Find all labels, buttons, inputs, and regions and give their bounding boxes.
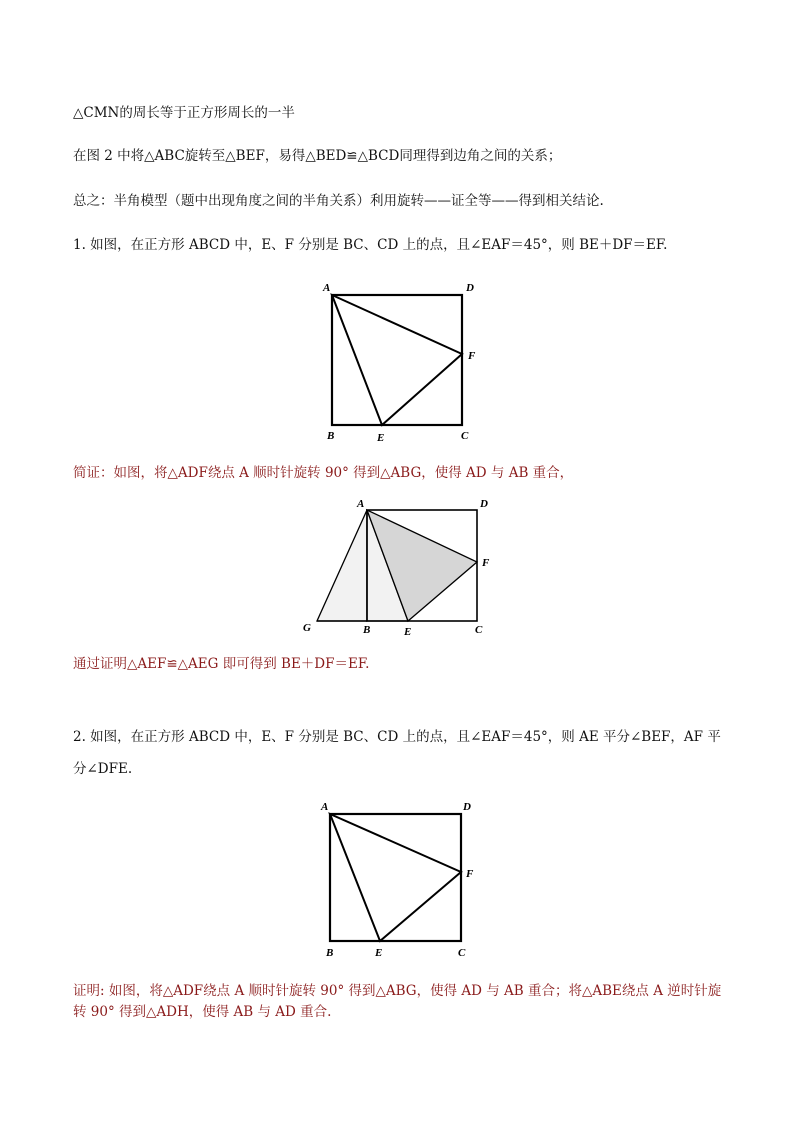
label-f: F — [482, 557, 490, 569]
square-abcd — [332, 295, 462, 425]
figure-3-square-diagram — [318, 797, 488, 965]
label-d: D — [466, 282, 474, 294]
figure-2-rotation-diagram — [296, 494, 496, 642]
text-line-1: △CMN的周长等于正方形周长的一半 — [73, 105, 295, 121]
brief-proof-text: 简证：如图，将△ADF绕点 A 顺时针旋转 90° 得到△ABG，使得 AD 与 AB 重合， — [73, 465, 574, 481]
label-c: C — [461, 430, 469, 442]
label-b: B — [363, 624, 371, 636]
label-a: A — [357, 498, 365, 510]
text-line-3: 总之：半角模型（题中出现角度之间的半角关系）利用旋转——证全等——得到相关结论. — [73, 193, 604, 209]
label-a: A — [321, 801, 329, 813]
label-b: B — [327, 430, 335, 442]
label-d: D — [463, 801, 471, 813]
proof-2-text: 证明: 如图，将△ADF绕点 A 顺时针旋转 90° 得到△ABG，使得 AD 与 AB 重合；将△ABE绕点 A 逆时针旋 — [73, 983, 722, 999]
label-a: A — [323, 282, 331, 294]
label-g: G — [303, 622, 311, 634]
square-abcd — [330, 814, 461, 941]
text-line-2: 在图 2 中将△ABC旋转至△BEF，易得△BED≌△BCD同理得到边角之间的关系； — [73, 148, 562, 164]
problem-2-statement: 2. 如图，在正方形 ABCD 中，E、F 分别是 BC、CD 上的点，且∠EAF＝45°，则 AE 平分∠BEF，AF 平 — [73, 729, 721, 745]
triangle-aef — [330, 814, 461, 941]
label-b: B — [326, 947, 334, 959]
problem-2-statement-cont: 分∠DFE. — [73, 761, 133, 777]
proof-2-text-cont: 转 90° 得到△ADH，使得 AB 与 AD 重合. — [73, 1004, 332, 1020]
label-d: D — [480, 498, 488, 510]
label-f: F — [466, 868, 474, 880]
label-c: C — [458, 947, 466, 959]
problem-1-statement: 1. 如图，在正方形 ABCD 中，E、F 分别是 BC、CD 上的点，且∠EAF＝45°，则 BE＋DF＝EF. — [73, 237, 668, 253]
proof-conclusion-text: 通过证明△AEF≌△AEG 即可得到 BE＋DF＝EF. — [73, 656, 370, 672]
label-c: C — [475, 624, 483, 636]
triangle-aef — [332, 295, 462, 425]
figure-1-square-diagram — [318, 278, 488, 448]
label-e: E — [375, 947, 383, 959]
label-e: E — [377, 432, 385, 444]
label-f: F — [468, 350, 476, 362]
label-e: E — [404, 626, 412, 638]
triangle-abg-shaded — [317, 510, 367, 621]
